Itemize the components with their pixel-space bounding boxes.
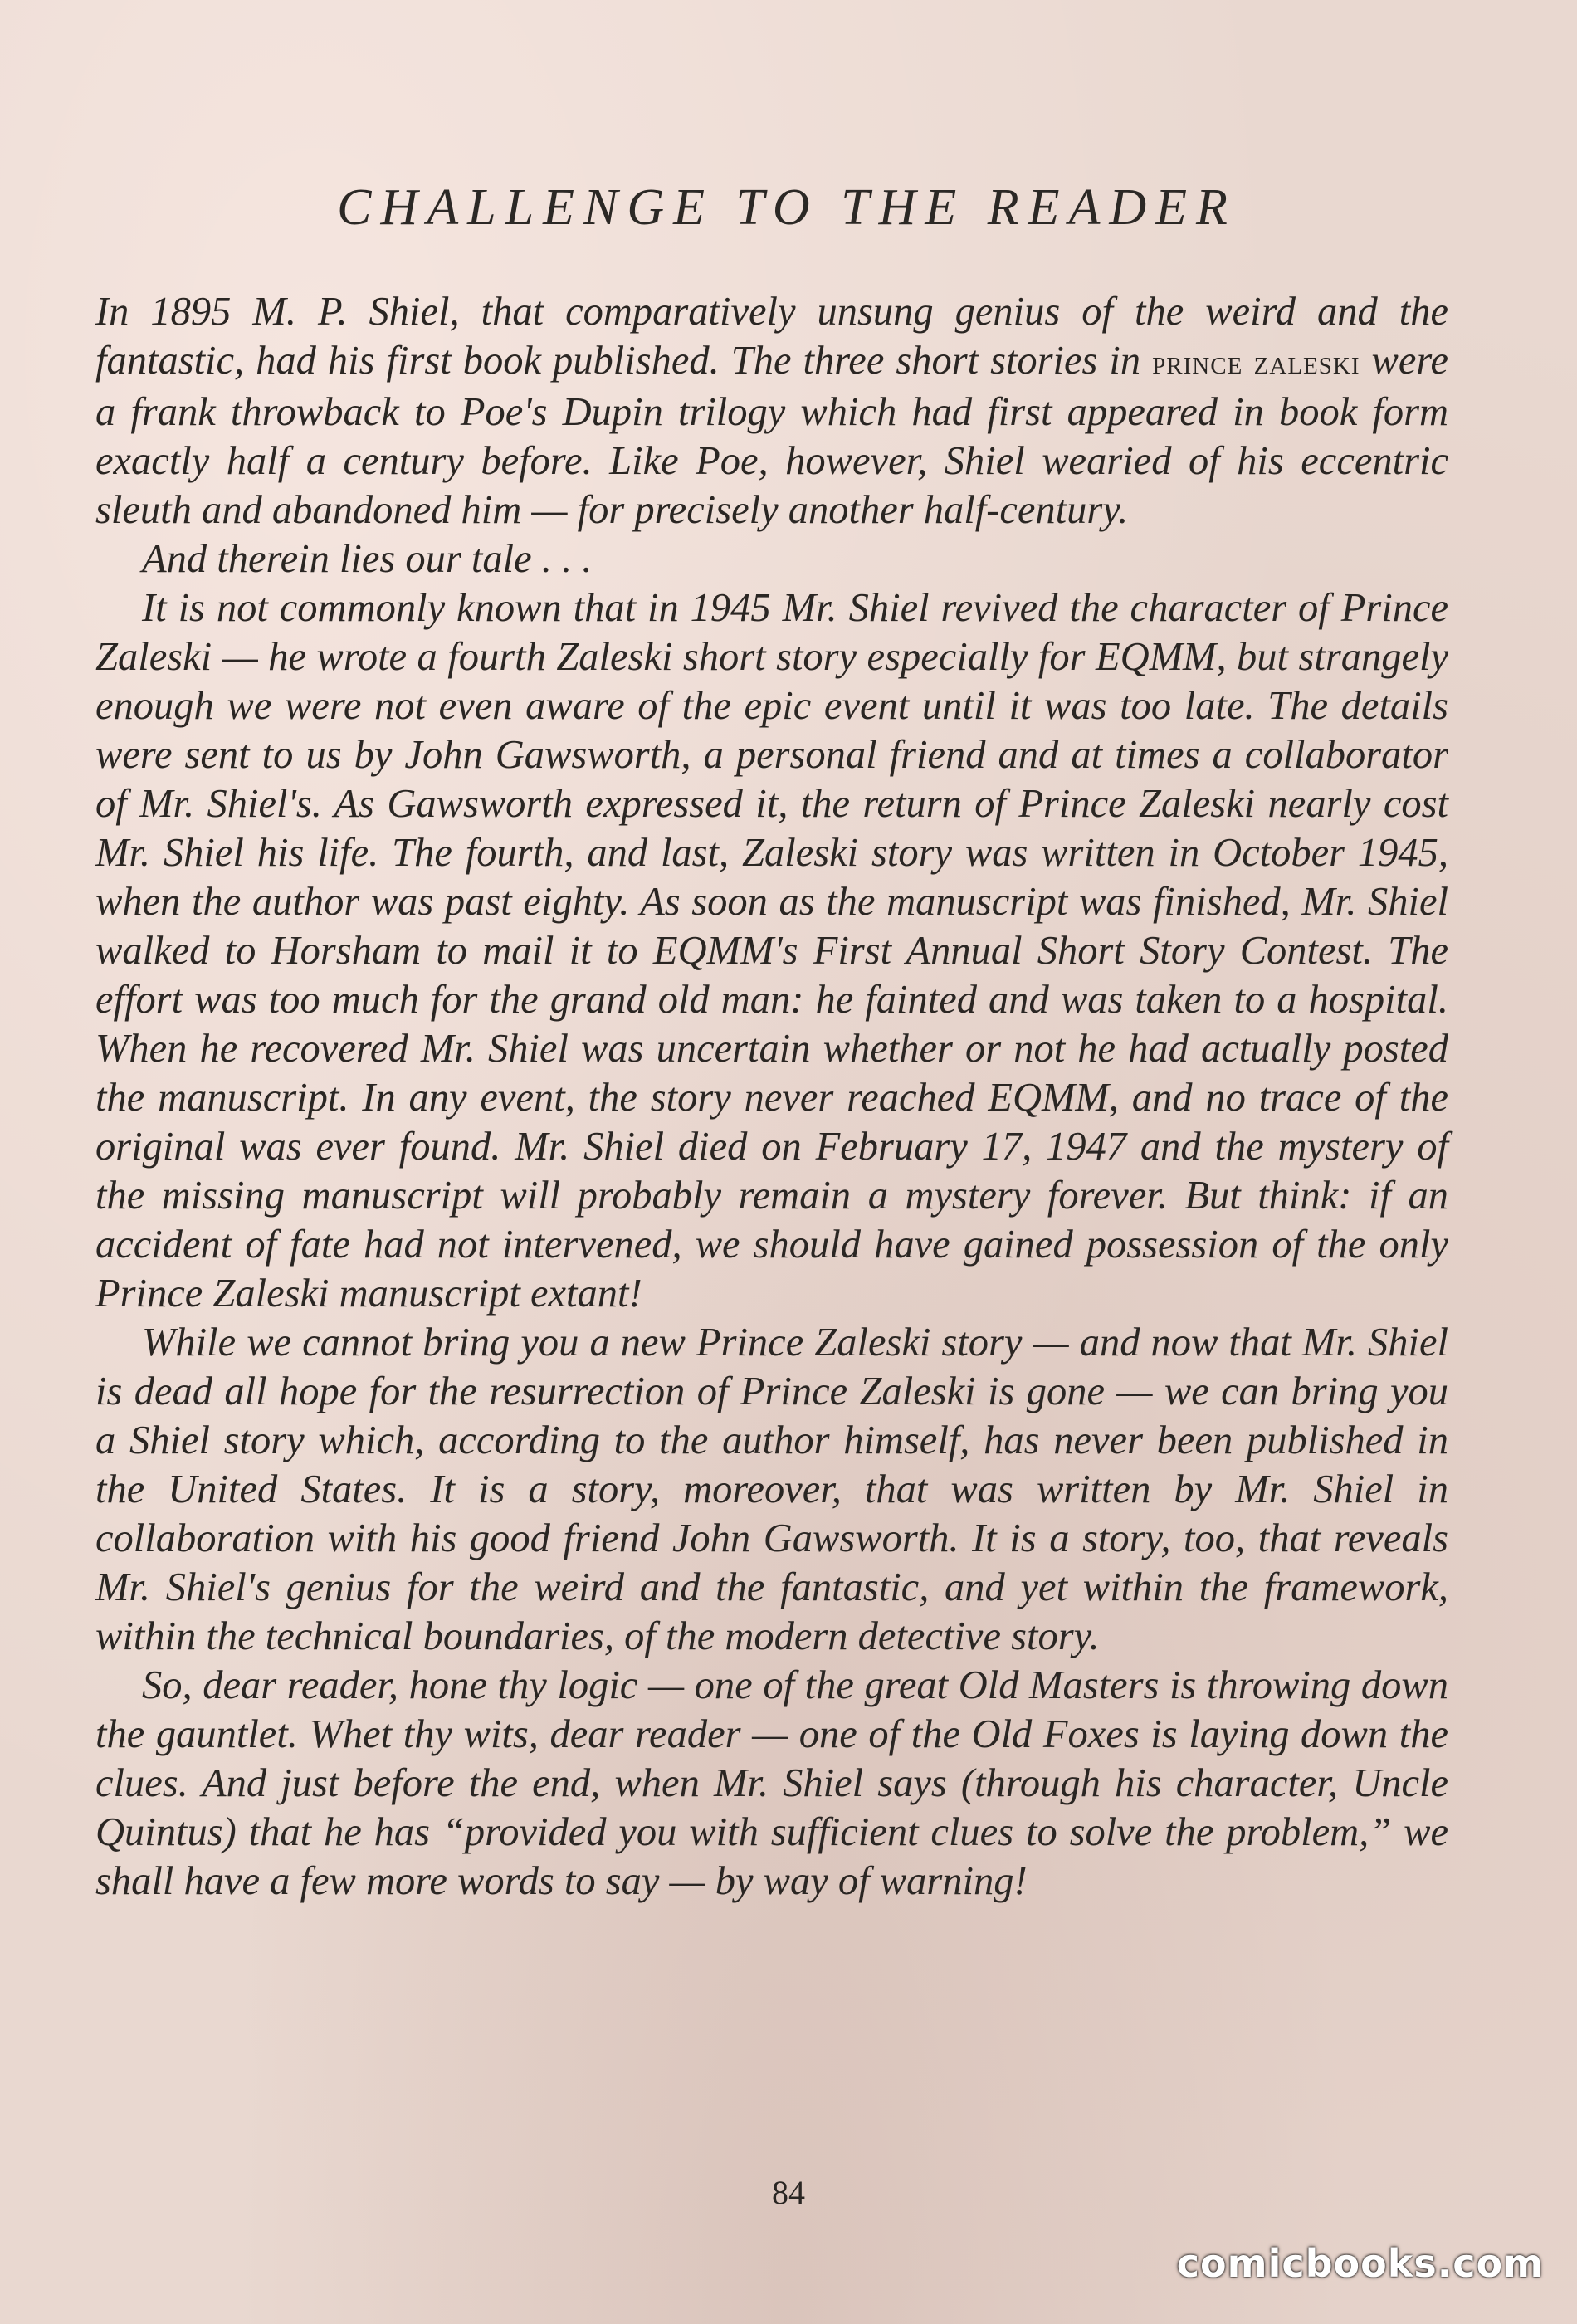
watermark-logo: comicbooks.com [1176,2241,1544,2286]
book-title-smallcaps: prince zaleski [1152,344,1360,382]
intro-text-start: In 1895 M. P. Shiel, that comparatively unsung genius of the weird and the fantastic, had his first book published. The three short stories in [95,290,1448,383]
paragraph-challenge: So, dear reader, hone thy logic — one of the great Old Masters is throwing down the gauntlet. Whet thy wits, dear reader — one of the Old Foxes is laying down the clues. And just before the end, when Mr. Shiel says (through his character, Uncle Quintus) that he has “provided you with sufficient clues to solve the problem,” we shall have a few more words to say — by way of warning! [95,1663,1448,1903]
paragraph-new-story: While we cannot bring you a new Prince Zaleski story — and now that Mr. Shiel is dead all hope for the resurrection of Prince Zaleski is gone — we can bring you a Shiel story which, according to the author himself, has never been published in the United States. It is a story, moreover, that was written by Mr. Shiel in collaboration with his good friend John Gawsworth. It is a story, too, that reveals Mr. Shiel's genius for the weird and the fantastic, and yet within the framework, within the technical boundaries, of the modern detective story. [95,1321,1448,1658]
article-body [95,287,1448,1906]
page-number: 84 [772,2174,805,2211]
page-content [95,178,1448,1906]
paragraph-history: It is not commonly known that in 1945 Mr. Shiel revived the character of Prince Zaleski — he wrote a fourth Zaleski short story especially for EQMM, but strangely enough we were not even aware of the epic event until it was too late. The details were sent to us by John Gawsworth, a personal friend and at times a collaborator of Mr. Shiel's. As Gawsworth expressed it, the return of Prince Zaleski nearly cost Mr. Shiel his life. The fourth, and last, Zaleski story was written in October 1945, when the author was past eighty. As soon as the manuscript was finished, Mr. Shiel walked to Horsham to mail it to EQMM's First Annual Short Story Contest. The effort was too much for the grand old man: he fainted and was taken to a hospital. When he recovered Mr. Shiel was uncertain whether or not he had actually posted the manuscript. In any event, the story never reached EQMM, and no trace of the original was ever found. Mr. Shiel died on February 17, 1947 and the mystery of the missing manuscript will probably remain a mystery forever. But think: if an accident of fate had not intervened, we should have gained possession of the only Prince Zaleski manuscript extant! [95,586,1448,1316]
paragraph-intro [95,287,1448,535]
paragraph-therein: And therein lies our tale . . . [142,537,593,581]
page-title: CHALLENGE TO THE READER [337,179,1237,236]
intro-text-end: were a frank throwback to Poe's Dupin trilogy which had first appeared in book form exactly half a century before. Like Poe, however, Shiel wearied of his eccentric sleuth and abandoned him — for precisely another half-century. [95,339,1448,532]
